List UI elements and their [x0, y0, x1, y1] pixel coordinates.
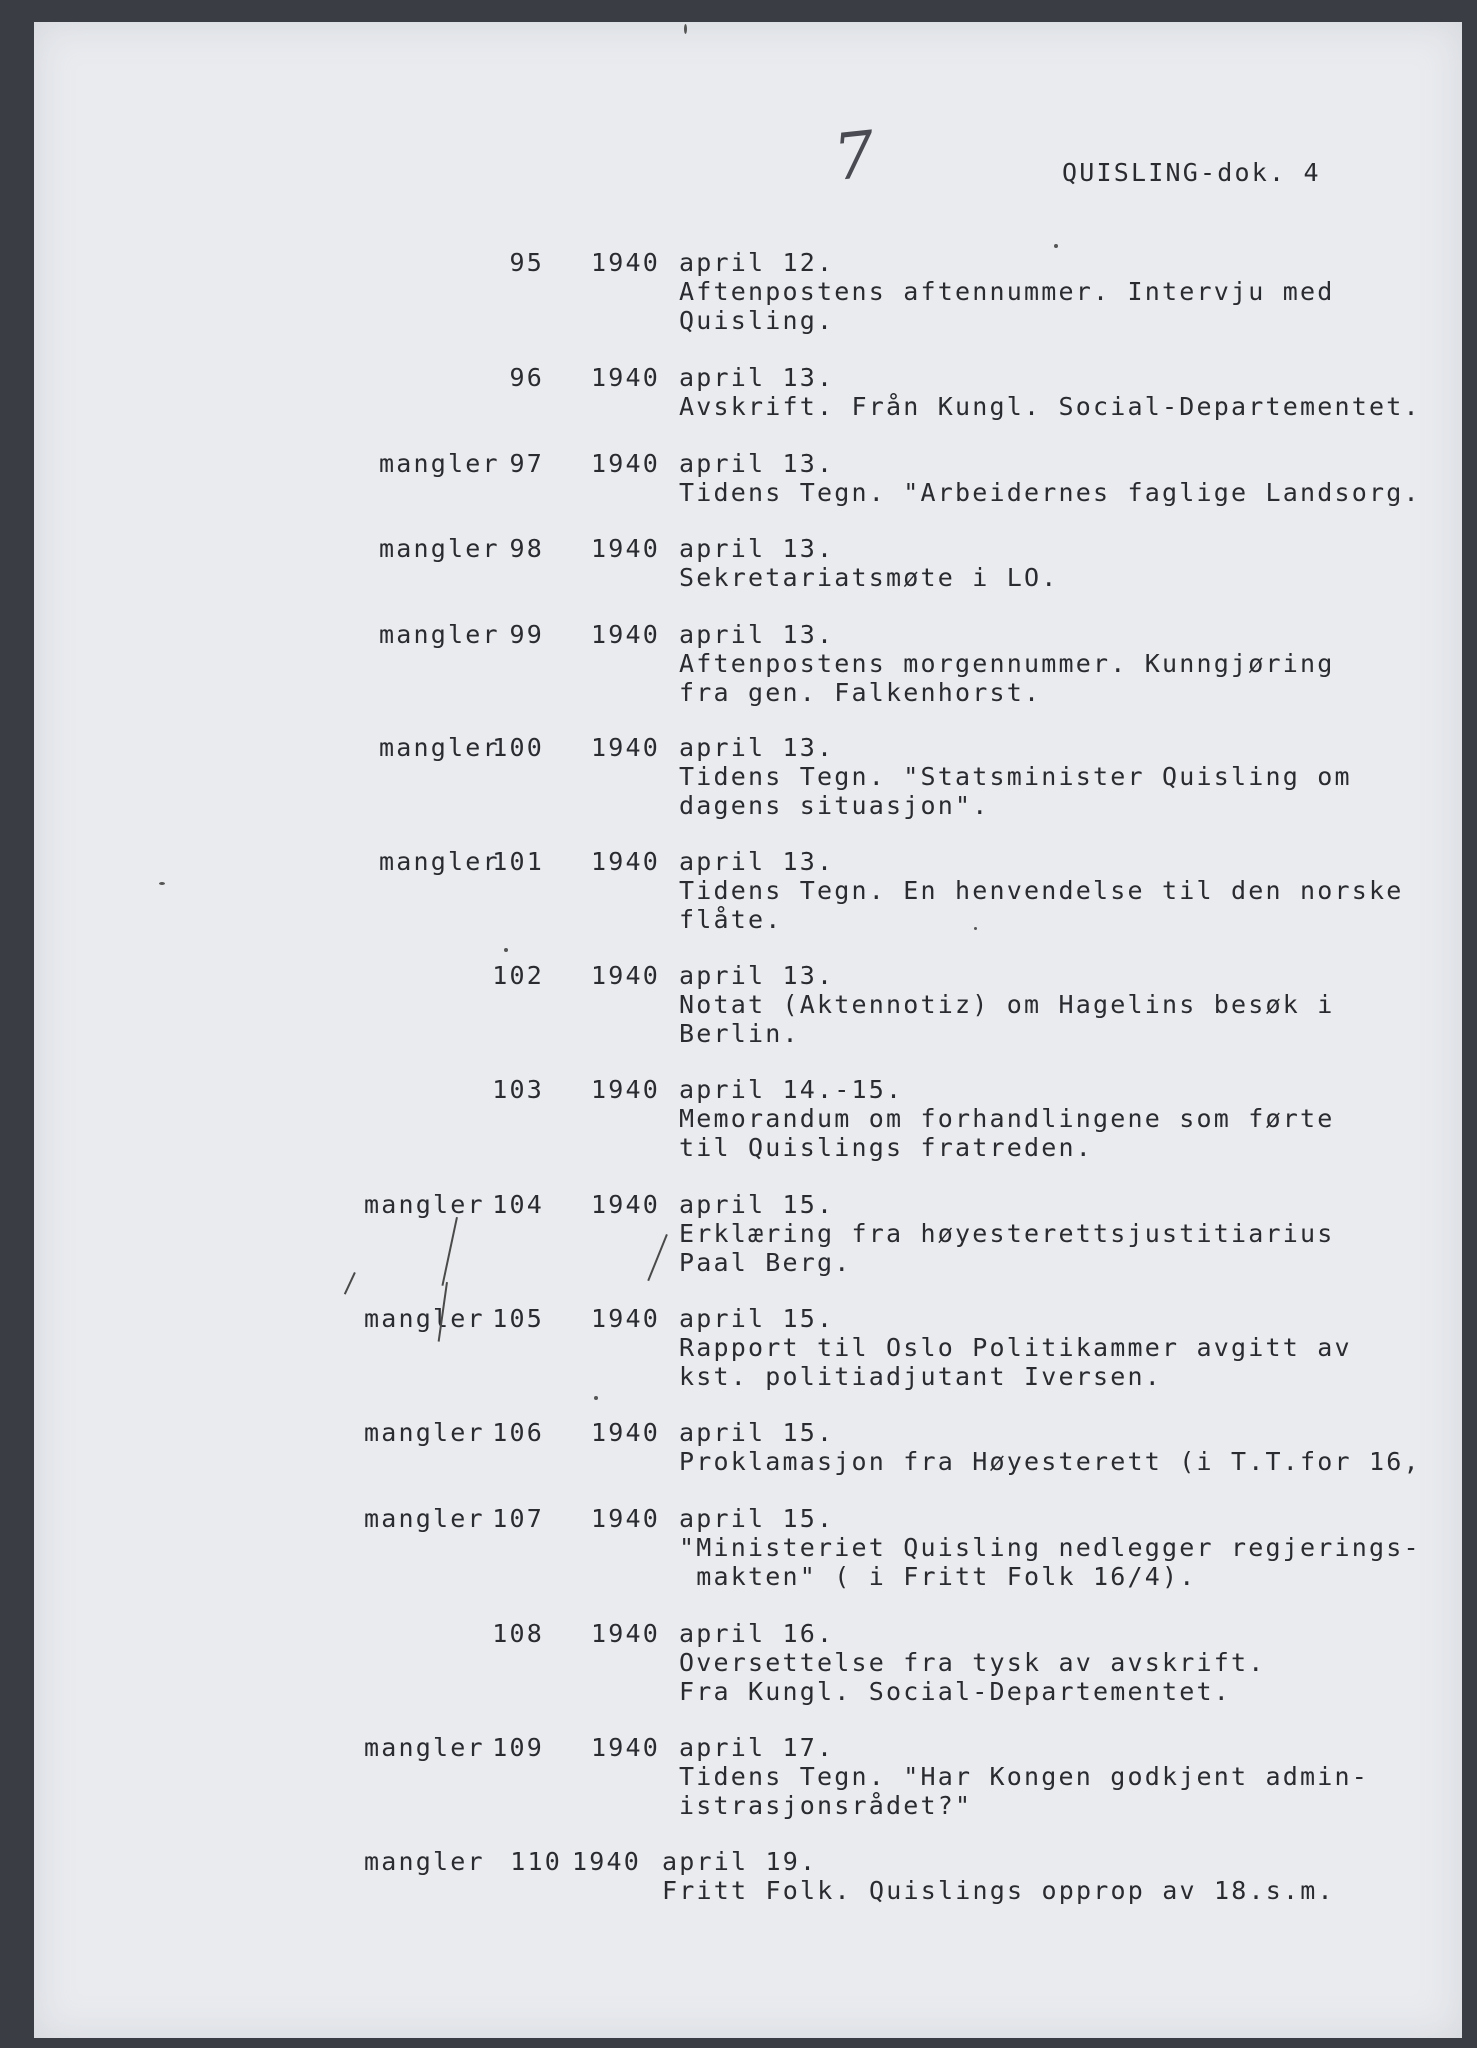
entry-date: april 16. — [679, 1619, 835, 1648]
entry-date: april 13. — [679, 449, 835, 478]
entry-description-line: Memorandum om forhandlingene som førte — [679, 1104, 1335, 1133]
entry-description — [679, 1219, 1335, 1277]
entry-date: april 13. — [679, 847, 835, 876]
entry-date: april 13. — [679, 620, 835, 649]
entry-year: 1940 — [591, 449, 661, 478]
entry-number: 96 — [509, 363, 544, 392]
entry-status: mangler — [379, 449, 500, 478]
entry-description-line: Tidens Tegn. En henvendelse til den norske — [679, 876, 1404, 905]
entry-description-line: istrasjonsrådet?" — [679, 1791, 973, 1820]
entry-year: 1940 — [572, 1847, 642, 1876]
entry-number: 101 — [492, 847, 544, 876]
entry-year: 1940 — [591, 1304, 661, 1333]
entry-status: mangler — [379, 847, 500, 876]
entry-description-line: Tidens Tegn. "Statsminister Quisling om — [679, 762, 1352, 791]
entry-status: mangler — [364, 1418, 485, 1447]
entry-description-line: makten" ( i Fritt Folk 16/4). — [679, 1562, 1197, 1591]
entry-description-line: kst. politiadjutant Iversen. — [679, 1362, 1163, 1391]
entry-number: 102 — [492, 961, 544, 990]
ink-speck — [594, 1396, 598, 1400]
ink-speck — [1054, 244, 1058, 248]
pencil-scribble — [647, 1234, 668, 1281]
entry-date: april 15. — [679, 1418, 835, 1447]
handwritten-page-number: 7 — [830, 118, 879, 196]
document-page — [34, 22, 1462, 2038]
entry-description — [679, 1333, 1352, 1391]
entry-description-line: Aftenpostens aftennummer. Intervju med — [679, 277, 1335, 306]
entry-date: april 17. — [679, 1733, 835, 1762]
entry-date: april 13. — [679, 363, 835, 392]
entry-description — [679, 277, 1335, 335]
entry-number: 104 — [492, 1190, 544, 1219]
entry-status: mangler — [364, 1847, 485, 1876]
entry-year: 1940 — [591, 1418, 661, 1447]
entry-number: 105 — [492, 1304, 544, 1333]
entry-date: april 15. — [679, 1190, 835, 1219]
entry-description — [679, 1762, 1369, 1820]
entry-description-line: Tidens Tegn. "Har Kongen godkjent admin- — [679, 1762, 1370, 1791]
entry-date: april 14.-15. — [679, 1075, 904, 1104]
entry-year: 1940 — [591, 248, 661, 277]
entry-year: 1940 — [591, 1504, 661, 1533]
entry-date: april 13. — [679, 733, 835, 762]
entry-number: 99 — [509, 620, 544, 649]
entry-date: april 13. — [679, 534, 835, 563]
entry-description-line: Aftenpostens morgennummer. Kunngjøring — [679, 649, 1335, 678]
entry-description — [679, 478, 1421, 507]
entry-date: april 15. — [679, 1304, 835, 1333]
entry-description-line: til Quislings fratreden. — [679, 1133, 1094, 1162]
entry-description-line: Paal Berg. — [679, 1248, 852, 1277]
entry-description — [679, 1648, 1266, 1706]
entry-date: april 12. — [679, 248, 835, 277]
entry-year: 1940 — [591, 534, 661, 563]
entry-description-line: Quisling. — [679, 306, 835, 335]
entry-number: 108 — [492, 1619, 544, 1648]
entry-number: 107 — [492, 1504, 544, 1533]
entry-year: 1940 — [591, 1619, 661, 1648]
entry-date: april 15. — [679, 1504, 835, 1533]
entry-description — [679, 762, 1352, 820]
entry-status: mangler — [364, 1733, 485, 1762]
entry-description-line: Sekretariatsmøte i LO. — [679, 563, 1059, 592]
entry-number: 103 — [492, 1075, 544, 1104]
entry-description-line: Proklamasjon fra Høyesterett (i T.T.for 16, — [679, 1447, 1421, 1476]
entry-status: mangler — [379, 620, 500, 649]
entry-description — [679, 392, 1421, 421]
entry-description-line: Notat (Aktennotiz) om Hagelins besøk i — [679, 990, 1335, 1019]
entry-description — [679, 649, 1335, 707]
entry-description-line: Oversettelse fra tysk av avskrift. — [679, 1648, 1266, 1677]
entry-status: mangler — [379, 733, 500, 762]
entry-description-line: "Ministeriet Quisling nedlegger regjerings- — [679, 1533, 1421, 1562]
entry-status: mangler — [379, 534, 500, 563]
entry-description — [679, 876, 1404, 934]
ink-speck — [974, 927, 977, 930]
entry-year: 1940 — [591, 363, 661, 392]
entry-description-line: Berlin. — [679, 1019, 800, 1048]
entry-year: 1940 — [591, 1190, 661, 1219]
entry-description — [679, 1533, 1421, 1591]
entry-description — [679, 1104, 1335, 1162]
entry-year: 1940 — [591, 847, 661, 876]
entry-description-line: Tidens Tegn. "Arbeidernes faglige Landsorg. — [679, 478, 1421, 507]
entry-description-line: dagens situasjon". — [679, 791, 990, 820]
entry-number: 95 — [509, 248, 544, 277]
ink-speck — [159, 882, 165, 885]
pencil-scribble — [441, 1217, 458, 1286]
entry-date: april 13. — [679, 961, 835, 990]
ink-speck — [684, 24, 687, 34]
pencil-scribble — [344, 1272, 356, 1295]
entry-status: mangler — [364, 1304, 485, 1333]
entry-status: mangler — [364, 1504, 485, 1533]
document-reference: QUISLING-dok. 4 — [1062, 158, 1321, 187]
entry-description-line: Rapport til Oslo Politikammer avgitt av — [679, 1333, 1352, 1362]
entry-year: 1940 — [591, 1733, 661, 1762]
entry-description-line: Avskrift. Från Kungl. Social-Departementet. — [679, 392, 1421, 421]
entry-number: 109 — [492, 1733, 544, 1762]
entry-year: 1940 — [591, 961, 661, 990]
ink-speck — [504, 948, 508, 952]
entry-number: 98 — [509, 534, 544, 563]
entry-number: 97 — [509, 449, 544, 478]
entry-description-line: Erklæring fra høyesterettsjustitiarius — [679, 1219, 1335, 1248]
entry-description — [679, 990, 1335, 1048]
entry-description — [662, 1876, 1335, 1905]
entry-year: 1940 — [591, 733, 661, 762]
entry-description-line: Fra Kungl. Social-Departementet. — [679, 1677, 1232, 1706]
entry-year: 1940 — [591, 1075, 661, 1104]
entry-description — [679, 1447, 1421, 1476]
entry-year: 1940 — [591, 620, 661, 649]
entry-date: april 19. — [662, 1847, 818, 1876]
entry-number: 110 — [510, 1847, 562, 1876]
entry-description-line: fra gen. Falkenhorst. — [679, 678, 1042, 707]
entry-description-line: Fritt Folk. Quislings opprop av 18.s.m. — [662, 1876, 1335, 1905]
entry-number: 100 — [492, 733, 544, 762]
entry-status: mangler — [364, 1190, 485, 1219]
entry-number: 106 — [492, 1418, 544, 1447]
entry-description — [679, 563, 1059, 592]
entry-description-line: flåte. — [679, 905, 783, 934]
